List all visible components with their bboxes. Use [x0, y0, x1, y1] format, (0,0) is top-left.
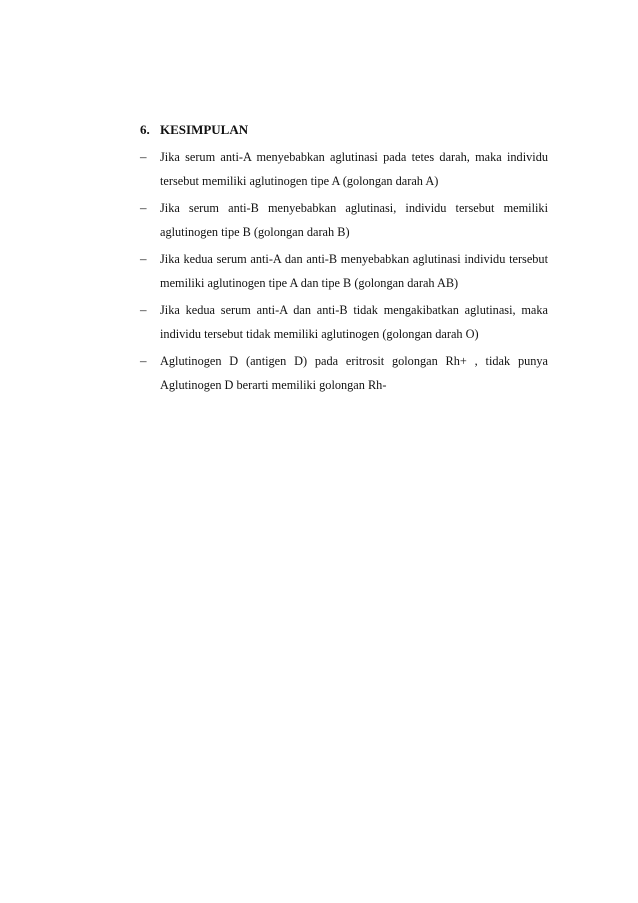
list-item-text: Jika serum anti-B menyebabkan aglutinasi, individu tersebut memiliki aglutinogen tipe B (golongan darah B)	[160, 201, 548, 239]
list-item-text: Jika serum anti-A menyebabkan aglutinasi pada tetes darah, maka individu tersebut memiliki aglutinogen tipe A (golongan darah A)	[160, 150, 548, 188]
list-item	[140, 298, 548, 346]
list-item	[140, 349, 548, 397]
conclusion-list	[140, 145, 548, 397]
list-item-text: Aglutinogen D (antigen D) pada eritrosit golongan Rh+ , tidak punya Aglutinogen D berarti memiliki golongan Rh-	[160, 354, 548, 392]
list-item	[140, 247, 548, 295]
dash-bullet: –	[140, 353, 147, 368]
dash-bullet: –	[140, 251, 147, 266]
section-number: 6.	[140, 122, 150, 137]
dash-bullet: –	[140, 302, 147, 317]
list-item-text: Jika kedua serum anti-A dan anti-B menyebabkan aglutinasi individu tersebut memiliki aglutinogen tipe A dan tipe B (golongan darah AB)	[160, 252, 548, 290]
list-item	[140, 196, 548, 244]
list-item-text: Jika kedua serum anti-A dan anti-B tidak mengakibatkan aglutinasi, maka individu tersebut tidak memiliki aglutinogen (golongan darah O)	[160, 303, 548, 341]
conclusion-section	[140, 121, 548, 400]
section-heading	[140, 121, 548, 139]
list-item	[140, 145, 548, 193]
dash-bullet: –	[140, 149, 147, 164]
section-title: KESIMPULAN	[160, 122, 249, 137]
dash-bullet: –	[140, 200, 147, 215]
